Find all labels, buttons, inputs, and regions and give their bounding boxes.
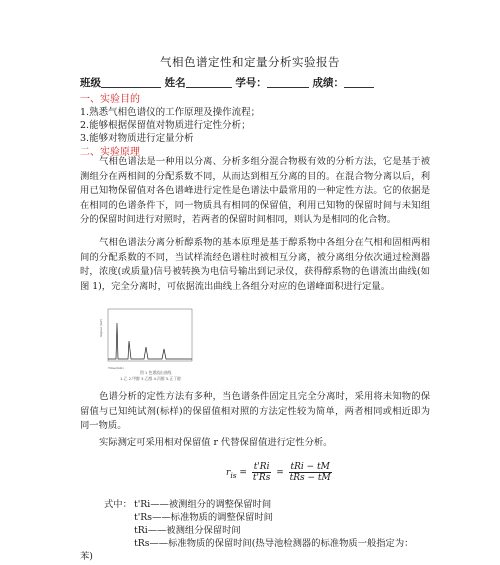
page-title: 气相色谱定性和定量分析实验报告 [160, 55, 340, 69]
class-field[interactable] [101, 76, 161, 88]
definition-tail: 苯) [80, 551, 93, 562]
relative-retention-formula: $r_{is}$ = $\frac{t'Ri}{t'Rs}$ = $\frac{\text{tRi − tM}}{\text{tRs − tM}}$ [226, 462, 331, 483]
principle-paragraph: 气相色谱法是一种用以分离、分析多组分混合物极有效的分析方法，它是基于被测组分在两相间的分配系数不同，从而达到相互分离的目的。在混合物分离以后，利用已知物保留值对各色谱峰进行定性是色谱法中最常用的一种定性方法。它的依据是在相同的色谱条件下，同一物质具有相同的保留值，利用已知物的保留时间与未知组分的保留时间进行对照时，若两者的保留时间相同，则认为是相同的化合物。 [80, 156, 430, 226]
definitions-lead: 式中： [104, 499, 132, 510]
section-heading-purpose: 一、实验目的 [80, 94, 140, 105]
section-heading-principle: 二、实验原理 [80, 147, 140, 158]
figure-caption: 图 1 色谱流出曲线 [140, 370, 172, 375]
purpose-item: 1.熟悉气相色谱仪的工作原理及操作流程； [80, 107, 261, 118]
formula-fraction-1: $\frac{t'Ri}{t'Rs}$ [252, 462, 271, 483]
score-field[interactable] [344, 76, 374, 88]
id-label: 学号： [235, 77, 267, 89]
score-label: 成绩： [312, 77, 344, 89]
id-field[interactable] [267, 76, 309, 88]
definition-item: tRs——标准物质的保留时间(热导池检测器的标准物质一般指定为： [134, 538, 414, 549]
principle-paragraph: 色谱分析的定性方法有多种，当色谱条件固定且完全分离时，采用将未知物的保留值与已知纯试剂(标样)的保留值相对照的方法定性较为简单，两者相同或相近即为同一物质。 [80, 391, 430, 432]
class-label: 班级 [80, 77, 101, 89]
figure-ylabel: Signal (mV) [99, 319, 103, 337]
definition-item: t'Ri——被测组分的调整保留时间 [134, 499, 272, 510]
formula-lhs: r [226, 468, 231, 478]
figure-caption-legend: 1.乙 2.甲醇 3.乙醇 4.丙醇 5.正丁醇 [120, 376, 181, 381]
definition-item: tRi——被测组分保留时间 [134, 525, 241, 536]
formula-lhs-sub: is [230, 470, 237, 480]
definition-item: t'Rs——标准物质的调整保留时间 [134, 512, 273, 523]
student-info-row [80, 75, 374, 90]
purpose-item: 3.能够对物质进行定量分析 [80, 133, 194, 144]
purpose-item: 2.能够根据保留值对物质进行定性分析； [80, 120, 251, 131]
principle-paragraph: 实际测定可采用相对保留值 r 代替保留值进行定性分析。 [99, 437, 333, 448]
figure-xlabel: Time(min) [108, 366, 124, 370]
formula-fraction-2: $\frac{\text{tRi − tM}}{\text{tRs − tM}}$ [289, 462, 331, 483]
name-label: 姓名 [164, 77, 186, 89]
principle-paragraph: 气相色谱法分离分析醇系物的基本原理是基于醇系物中各组分在气相和固相两相间的分配系数的不同，当试样流经色谱柱时被相互分离，被分离组分依次通过检测器时，浓度(或质量)信号被转换为电信号输出到记录仪，获得醇系物的色谱流出曲线(如图 1)，完全分离时，可依据流出曲线上各组分对应的色谱峰面积进行定量。 [80, 237, 430, 292]
name-field[interactable] [186, 76, 232, 88]
